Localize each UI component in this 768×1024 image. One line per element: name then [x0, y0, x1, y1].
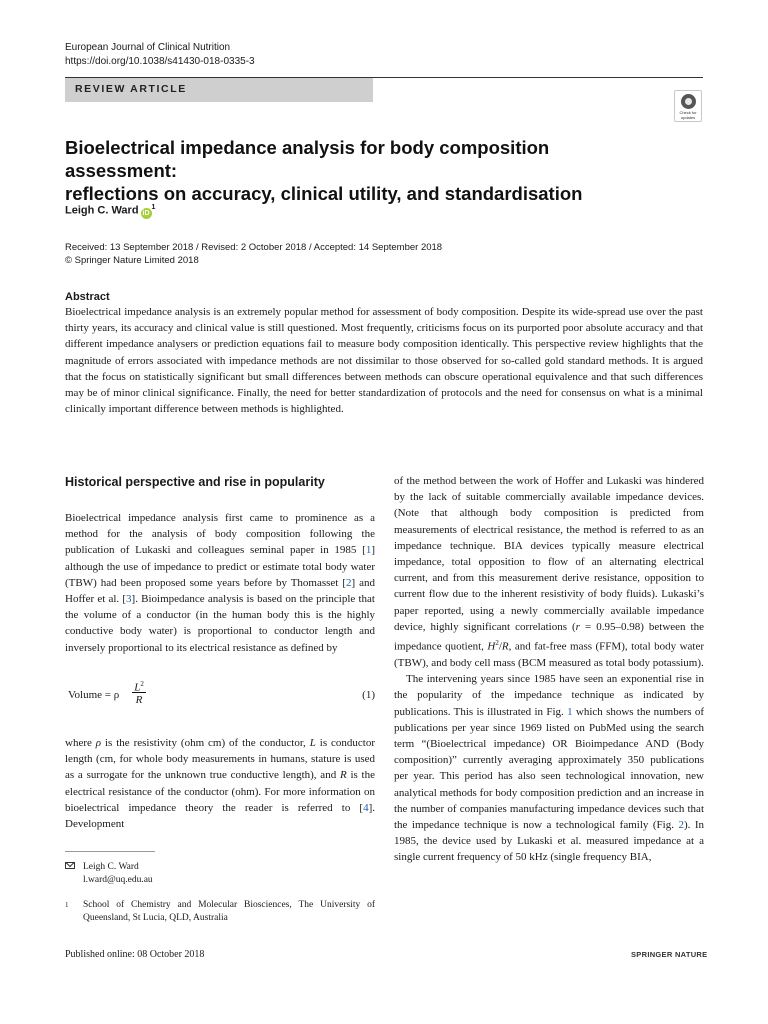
text-run: ] although the use of impedance to predict or estimate total body water (TBW) had been proposed some years before by Thomasset [	[65, 544, 375, 589]
left-column-para-2	[65, 735, 375, 832]
footnote-rule	[65, 851, 155, 852]
equation-fraction	[132, 677, 146, 708]
text-run: , and fat-free mass (FFM), total body water (TBW), and body cell mass (BCM measured as total body potassium).	[394, 640, 704, 669]
symbol: R	[339, 769, 347, 782]
article-title	[65, 136, 665, 205]
text-run: is conductor length (cm, for whole body measurements in humans, stature is used as a surrogate for the unknown true conductive length), and	[65, 737, 375, 782]
journal-header	[65, 41, 255, 69]
citation-link[interactable]: 3	[126, 593, 132, 606]
text-run: is the resistivity (ohm cm) of the conductor,	[101, 737, 310, 749]
right-column-para-2	[394, 671, 704, 865]
affil-text: School of Chemistry and Molecular Biosciences, The University of Queensland, St Lucia, QLD, Australia	[83, 900, 375, 923]
text-run: ] and Hoffer et al. [	[65, 576, 376, 606]
author-line	[65, 204, 155, 219]
right-column-para-1	[394, 473, 704, 671]
symbol: ρ	[95, 737, 102, 749]
text-run: is the electrical resistance of the conductor (ohm). For more information on bioelectrical impedance theory the reader is referred to [	[65, 769, 375, 814]
check-updates-badge[interactable]	[674, 90, 702, 122]
correspondence-footnote	[65, 861, 153, 887]
text-run: The intervening years since 1985 have seen an exponential rise in the popularity of the impedance technique as indicated by publications. This is illustrated in Fig.	[394, 673, 704, 718]
symbol: r	[575, 620, 580, 633]
figure-link[interactable]: 2	[678, 818, 684, 831]
symbol: H	[487, 640, 496, 653]
check-updates-icon	[681, 94, 696, 109]
text-run: ]. Development	[65, 801, 375, 831]
section-heading: Historical perspective and rise in popularity	[65, 475, 325, 489]
doi-link[interactable]: https://doi.org/10.1038/s41430-018-0335-3	[65, 56, 255, 67]
corr-email[interactable]: l.ward@uq.edu.au	[83, 875, 153, 885]
text-run: where	[65, 737, 96, 749]
copyright: © Springer Nature Limited 2018	[65, 255, 199, 266]
author-name[interactable]: Leigh C. Ward	[65, 204, 139, 217]
citation-link[interactable]: 2	[346, 576, 352, 589]
abstract-heading: Abstract	[65, 291, 110, 303]
text-run: Bioelectrical impedance analysis first came to prominence as a method for the analysis of body composition following the publication of Lukaski and colleagues seminal paper in 1985 [	[65, 512, 375, 557]
text-run: of the method between the work of Hoffer and Lukaski was hindered by the lack of suitable commercially available impedance devices. (Note that although body composition is predicted from measurements of electrical resistance, the method is referred to as an impedance technique. BIA devices typically measure electrical impedance, total opposition to flow of an alternating electrical current, and from this measurement derive resistance, opposition to current flow due to the inherent resistivity of body fluids). Lukaski’s paper reported, using a newly commercially available impedance device, highly significant correlations (	[394, 475, 704, 633]
affiliation-footnote	[65, 899, 375, 925]
equation-lhs: Volume = ρ	[68, 689, 120, 701]
text-run: ]. Bioimpedance analysis is based on the principle that the volume of a conductor (in the human body this is the highly conductive body water) is proportional to conductor length and inversely proportional to its electrical resistance as defined by	[65, 593, 375, 654]
received-revised-accepted: Received: 13 September 2018 / Revised: 2 October 2018 / Accepted: 14 September 2018	[65, 242, 443, 253]
abstract-text: Bioelectrical impedance analysis is an extremely popular method for assessment of body composition. Despite its wide-spread use over the past thirty years, its accuracy and clinical value is still questioned. Most frequently, criticisms focus on its purported poor absolute accuracy and that different impedance analysers or prediction equations fail to measure body composition identically. This perspective review highlights that the magnitude of errors associated with impedance methods are not dissimilar to those observed for so-called gold standard methods. It is argued that the focus on statistically significant but small differences between methods can obscure operational equivalence and that such differences may be of minor clinical significance. Finally, the need for better standardization of protocols and the need for consensus on what is a minimal clinically important difference between methods is highlighted.	[65, 306, 703, 416]
symbol: R	[501, 640, 509, 653]
citation-link[interactable]: 1	[365, 544, 372, 557]
equation-numerator	[132, 677, 146, 692]
published-online: Published online: 08 October 2018	[65, 949, 205, 960]
symbol: L	[309, 737, 316, 749]
publisher-logo: SPRINGER NATURE	[631, 950, 708, 959]
article-type-label: REVIEW ARTICLE	[75, 83, 187, 95]
equation-denominator: R	[135, 694, 143, 706]
left-column-para-1	[65, 510, 375, 656]
equation-1	[68, 677, 375, 721]
check-updates-label: Check for updates	[679, 110, 697, 120]
author-affil-mark: 1	[151, 204, 156, 211]
citation-link[interactable]: 4	[363, 801, 369, 814]
text-run: = 0.95–0.98) between the impedance quotient,	[394, 620, 704, 653]
equation-number: (1)	[362, 689, 375, 701]
affil-mark: 1	[65, 901, 69, 909]
equation-exponent: 2	[140, 680, 144, 688]
figure-link[interactable]: 1	[567, 705, 573, 718]
journal-name: European Journal of Clinical Nutrition	[65, 42, 231, 53]
text-run: ). In 1985, the device used by Lukaski et al. measured impedance at a single current frequency of 50 kHz (single frequency BIA,	[394, 818, 704, 864]
title-line-1: Bioelectrical impedance analysis for body composition assessment:	[65, 137, 550, 181]
article-dates	[65, 241, 442, 267]
text-run: /	[498, 640, 502, 653]
equation-var: L	[134, 681, 141, 694]
exponent: 2	[495, 639, 499, 648]
text-run: which shows the numbers of publications per year since 1969 listed on PubMed using the search term “(Bioelectrical impedance) OR Bioimpedance AND (Body composition)” currently averaging approximately 350 publications per year. This period has also seen technological innovation, new analytical methods for body composition prediction and an increase in the number of companies manufacturing impedance devices such that the impedance technique is now a technological family (Fig.	[394, 705, 704, 831]
title-line-2: reflections on accuracy, clinical utility, and standardisation	[65, 183, 583, 204]
right-column	[394, 473, 704, 866]
corr-name: Leigh C. Ward	[83, 862, 139, 872]
article-type-banner	[65, 78, 373, 102]
orcid-icon[interactable]: iD	[142, 209, 150, 217]
envelope-icon	[65, 861, 75, 874]
